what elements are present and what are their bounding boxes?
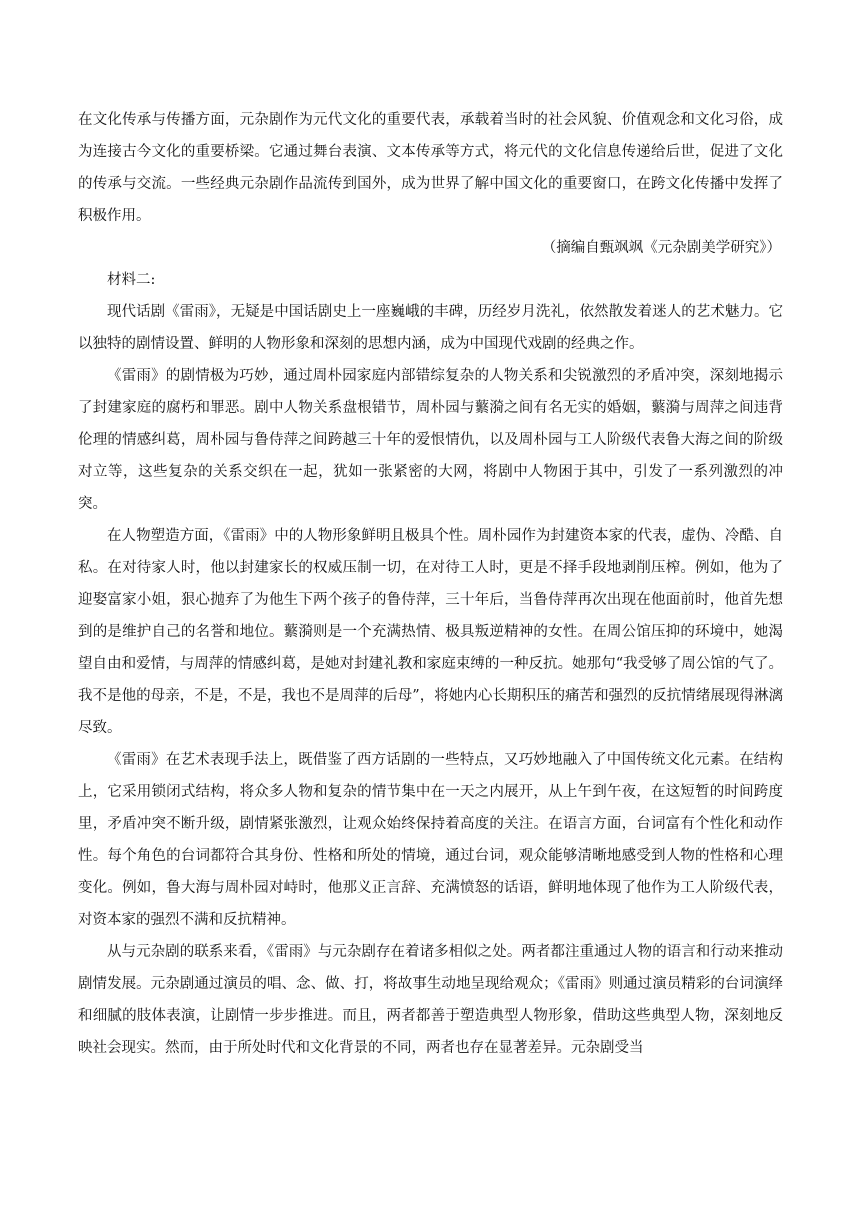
body-paragraph: 从与元杂剧的联系来看，《雷雨》与元杂剧存在着诸多相似之处。两者都注重通过人物的语言和行动来推动剧情发展。元杂剧通过演员的唱、念、做、打，将故事生动地呈现给观众；《雷雨》则通过演员精彩的台词演绎和细腻的肢体表演，让剧情一步步推进。而且，两者都善于塑造典型人物形象，借助这些典型人物，深刻地反映社会现实。然而，由于所处时代和文化背景的不同，两者也存在显著差异。元杂剧受当 [78,944,783,1056]
source-citation: （摘编自甄飒飒《元杂剧美学研究》） [541,240,781,256]
material-label: 材料二: [107,272,156,288]
body-paragraph: 在人物塑造方面，《雷雨》中的人物形象鲜明且极具个性。周朴园作为封建资本家的代表，虚伪、冷酷、自私。在对待家人时，他以封建家长的权威压制一切，在对待工人时，更是不择手段地剥削压榨。例如，他为了迎娶富家小姐，狠心抛弃了为他生下两个孩子的鲁侍萍，三十年后，当鲁侍萍再次出现在他面前时，他首先想到的是维护自己的名誉和地位。蘩漪则是一个充满热情、极具叛逆精神的女性。在周公馆压抑的环境中，她渴望自由和爱情，与周萍的情感纠葛，是她对封建礼教和家庭束缚的一种反抗。她那句“我受够了周公馆的气了。我不是他的母亲，不是，不是，我也不是周萍的后母”，将她内心长期积压的痛苦和强烈的反抗情绪展现得淋漓尽致。 [78,528,783,736]
body-paragraph: 《雷雨》在艺术表现手法上，既借鉴了西方话剧的一些特点，又巧妙地融入了中国传统文化元素。在结构上，它采用锁闭式结构，将众多人物和复杂的情节集中在一天之内展开，从上午到午夜，在这短暂的时间跨度里，矛盾冲突不断升级，剧情紧张激烈，让观众始终保持着高度的关注。在语言方面，台词富有个性化和动作性。每个角色的台词都符合其身份、性格和所处的情境，通过台词，观众能够清晰地感受到人物的性格和心理变化。例如，鲁大海与周朴园对峙时，他那义正言辞、充满愤怒的话语，鲜明地体现了他作为工人阶级代表，对资本家的强烈不满和反抗精神。 [78,752,783,928]
document-page [78,104,783,1064]
intro-paragraph: 在文化传承与传播方面，元杂剧作为元代文化的重要代表，承载着当时的社会风貌、价值观念和文化习俗，成为连接古今文化的重要桥梁。它通过舞台表演、文本传承等方式，将元代的文化信息传递给后世，促进了文化的传承与交流。一些经典元杂剧作品流传到国外，成为世界了解中国文化的重要窗口，在跨文化传播中发挥了积极作用。 [78,112,783,224]
body-paragraph: 《雷雨》的剧情极为巧妙，通过周朴园家庭内部错综复杂的人物关系和尖锐激烈的矛盾冲突，深刻地揭示了封建家庭的腐朽和罪恶。剧中人物关系盘根错节，周朴园与蘩漪之间有名无实的婚姻，蘩漪与周萍之间违背伦理的情感纠葛，周朴园与鲁侍萍之间跨越三十年的爱恨情仇，以及周朴园与工人阶级代表鲁大海之间的阶级对立等，这些复杂的关系交织在一起，犹如一张紧密的大网，将剧中人物困于其中，引发了一系列激烈的冲突。 [78,368,783,512]
body-paragraph: 现代话剧《雷雨》，无疑是中国话剧史上一座巍峨的丰碑，历经岁月洗礼，依然散发着迷人的艺术魅力。它以独特的剧情设置、鲜明的人物形象和深刻的思想内涵，成为中国现代戏剧的经典之作。 [78,304,783,352]
